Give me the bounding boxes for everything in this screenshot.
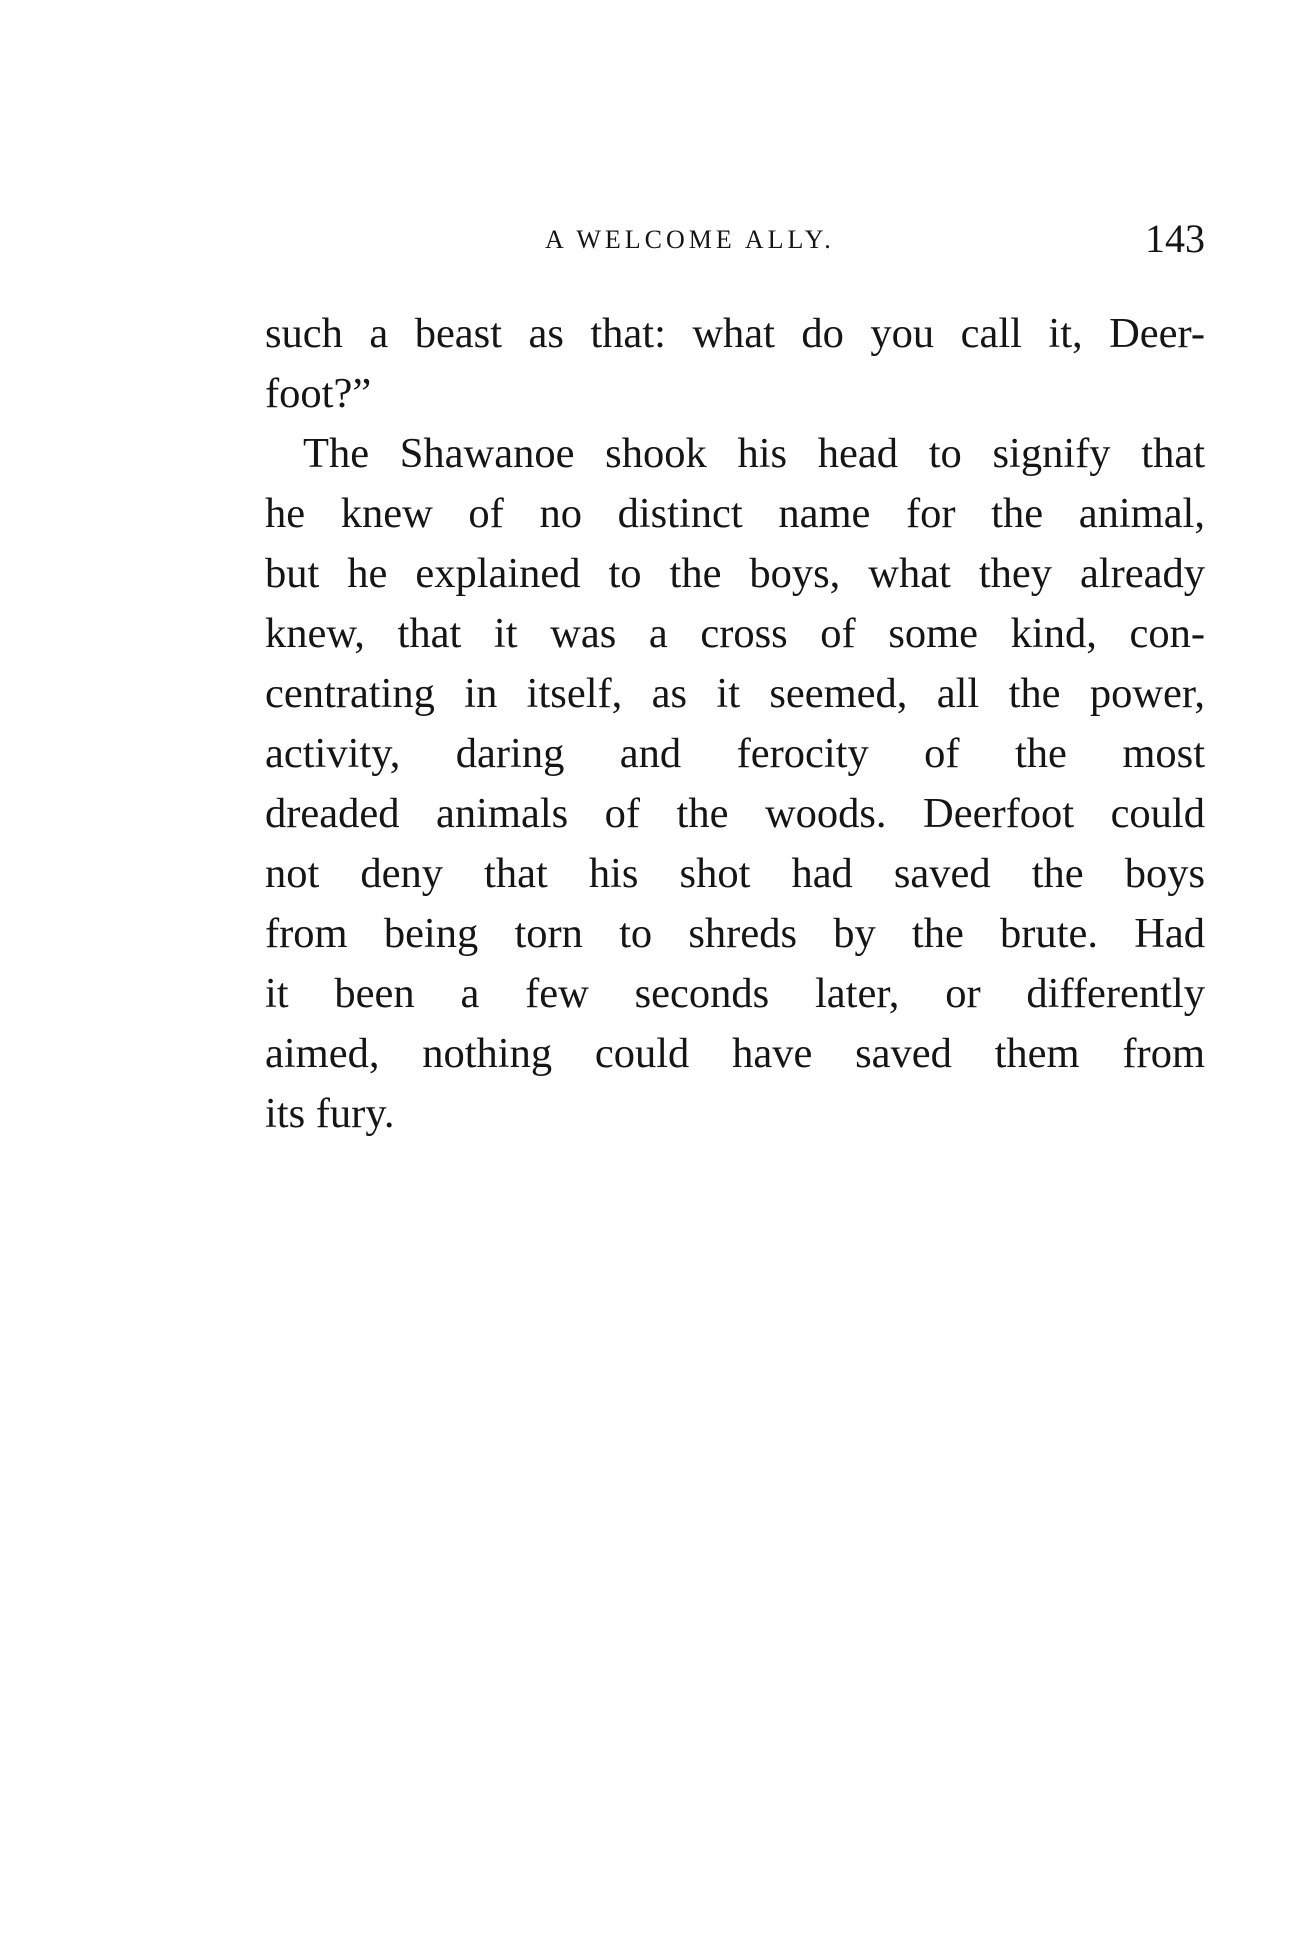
text-line: foot?” [265, 370, 372, 417]
body-text [265, 304, 1205, 1144]
text-line: The Shawanoe shook his head to signify that [303, 430, 1205, 477]
text-line: centrating in itself, as it seemed, all the power, [265, 670, 1205, 717]
text-line: activity, daring and ferocity of the most [265, 730, 1205, 777]
text-line: its fury. [265, 1090, 395, 1137]
text-line: knew, that it was a cross of some kind, con- [265, 610, 1205, 657]
text-line: not deny that his shot had saved the boys [265, 850, 1205, 897]
running-header [265, 215, 1205, 265]
text-line: he knew of no distinct name for the animal, [265, 490, 1205, 537]
page-number: 143 [1145, 216, 1205, 261]
text-line: dreaded animals of the woods. Deerfoot could [265, 790, 1205, 837]
running-title: A WELCOME ALLY. [545, 225, 835, 254]
text-line: such a beast as that: what do you call it, Deer- [265, 310, 1205, 357]
text-line: it been a few seconds later, or differently [265, 970, 1205, 1017]
text-line: from being torn to shreds by the brute. Had [265, 910, 1205, 957]
text-line: but he explained to the boys, what they already [265, 550, 1205, 597]
text-line: aimed, nothing could have saved them from [265, 1030, 1205, 1077]
